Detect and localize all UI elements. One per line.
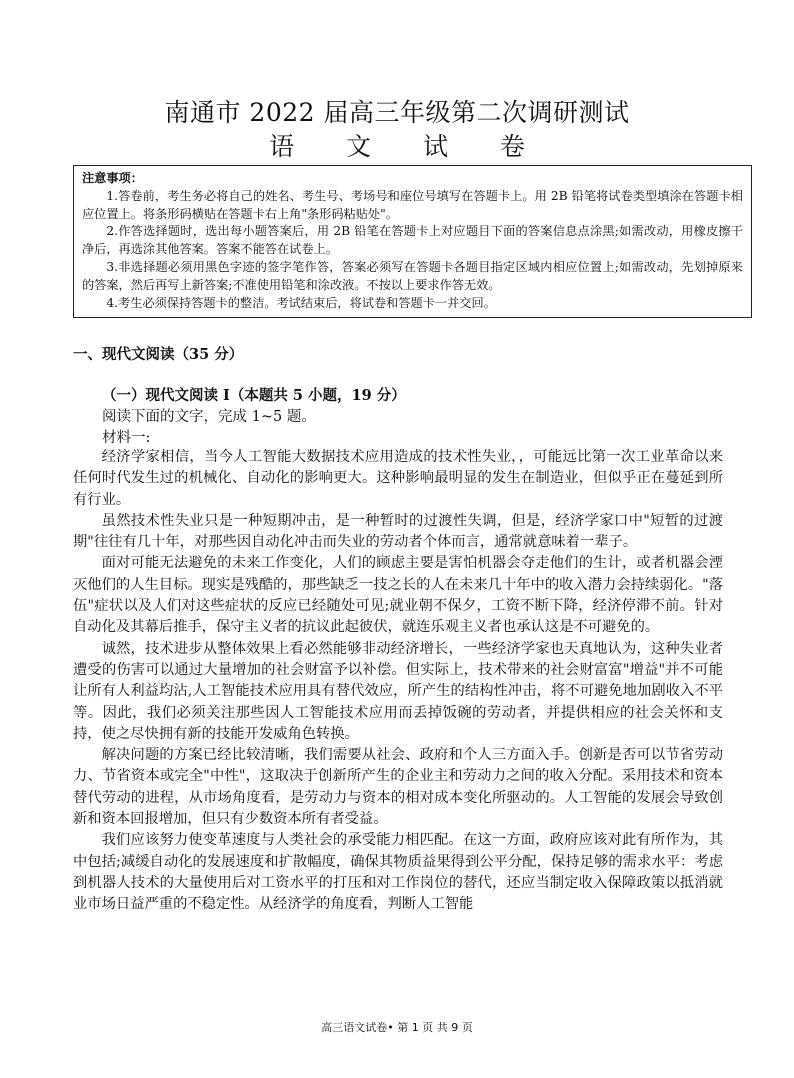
passage-paragraph: 诚然，技术进步从整体效果上看必然能够非动经济增长，一些经济学家也天真地认为，这种失业者遭受的伤害可以通过大量增加的社会财富予以补偿。但实际上，技术带来的社会财富富"增益"并不可能让所有人利益均沾,人工智能技术应用具有替代效应，所产生的结构性冲击，将不可避免地加剧收入不平等。因此，我们必须关注那些因人工智能技术应用而丢掉饭碗的劳动者，并提供相应的社会关怀和支持，使之尽快拥有新的技能开发威角色转换。 bbox=[73, 640, 723, 742]
passage-paragraph: 我们应该努力使变革速度与人类社会的承受能力相匹配。在这一方面，政府应该对此有所作为，其中包括;减缓自动化的发展速度和扩散幅度，确保其物质益果得到公平分配，保持足够的需求水平：考虑到机器人技术的大量使用后对工资水平的打压和对工作岗位的替代，还应当制定收入保障政策以抵消就业市场日益严重的不稳定性。从经济学的角度看，判断人工智能 bbox=[73, 832, 723, 913]
passage-paragraph: 面对可能无法避免的未来工作变化，人们的顾虑主要是害怕机器会夺走他们的生计，或者机器会湮灭他们的人生目标。现实是残酷的，那些缺乏一技之长的人在未来几十年中的收入潜力会持续弱化。"落伍"症状以及人们对这些症状的反应已经随处可见;就业朝不保夕，工资不断下降，经济停滞不前。针对自动化及其幕后推手，保守主义者的抗议此起彼伏，就连乐观主义者也承认这是不可避免的。 bbox=[73, 555, 723, 636]
notice-heading: 注意事项： bbox=[82, 171, 143, 185]
exam-title: 南通市 2022 届高三年级第二次调研测试 bbox=[164, 98, 630, 127]
notice-box bbox=[73, 165, 752, 318]
passage-paragraph: 虽然技术性失业只是一种短期冲击，是一种暂时的过渡性失调，但是，经济学家口中"短暂的过渡期"往往有几十年，对那些因自动化冲击而失业的劳动者个体而言，通常就意味着一辈子。 bbox=[73, 512, 723, 551]
reading-instruction: 阅读下面的文字，完成 1~5 题。 bbox=[102, 409, 316, 425]
exam-subtitle: 语 文 试 卷 bbox=[269, 132, 547, 161]
section-heading: 一、现代文阅读（35 分） bbox=[73, 346, 244, 363]
subsection-heading: （一）现代文阅读 I（本题共 5 小题，19 分） bbox=[102, 387, 406, 404]
passage bbox=[73, 447, 723, 916]
notice-item: 3.非选择题必须用黑色字迹的签字笔作答，答案必须写在答题卡各题目指定区域内相应位置上;如需改动，先划掉原来的答案，然后再写上新答案;不准使用铅笔和涂改液。不按以上要求作答无效。 bbox=[82, 259, 743, 292]
notice-item: 4.考生必须保持答题卡的整洁。考试结束后，将试卷和答题卡一并交回。 bbox=[106, 295, 496, 310]
material-label: 材料一: bbox=[102, 430, 151, 446]
notice-item: 1.答卷前，考生务必将自己的姓名、考生号、考场号和座位号填写在答题卡上。用 2B 铅笔将试卷类型填涂在答题卡相应位置上。将条形码横贴在答题卡右上角"条形码粘贴处"。 bbox=[82, 188, 743, 221]
notice-item: 2.作答选择题时，选出每小题答案后，用 2B 铅笔在答题卡上对应题目下面的答案信息点涂黑;如需改动，用橡皮擦干净后，再选涂其他答案。答案不能答在试卷上。 bbox=[82, 224, 743, 257]
passage-paragraph: 解决问题的方案已经比较清晰，我们需要从社会、政府和个人三方面入手。创新是否可以节省劳动力、节省资本或完全"中性"，这取决于创新所产生的企业主和劳动力之间的收入分配。采用技术和资本替代劳动的进程，从市场角度看，是劳动力与资本的相对成本变化所驱动的。人工智能的发展会导致创新和资本回报增加，但只有少数资本所有者受益。 bbox=[73, 747, 723, 828]
page-footer: 高三语文试卷• 第 1 页 共 9 页 bbox=[321, 1021, 473, 1034]
passage-paragraph: 经济学家相信，当今人工智能大数据技术应用造成的技术性失业，，可能远比第一次工业革命以来任何时代发生过的机械化、自动化的影响更大。这种影响最明显的发生在制造业，但似乎正在蔓延到所有行业。 bbox=[73, 449, 723, 508]
